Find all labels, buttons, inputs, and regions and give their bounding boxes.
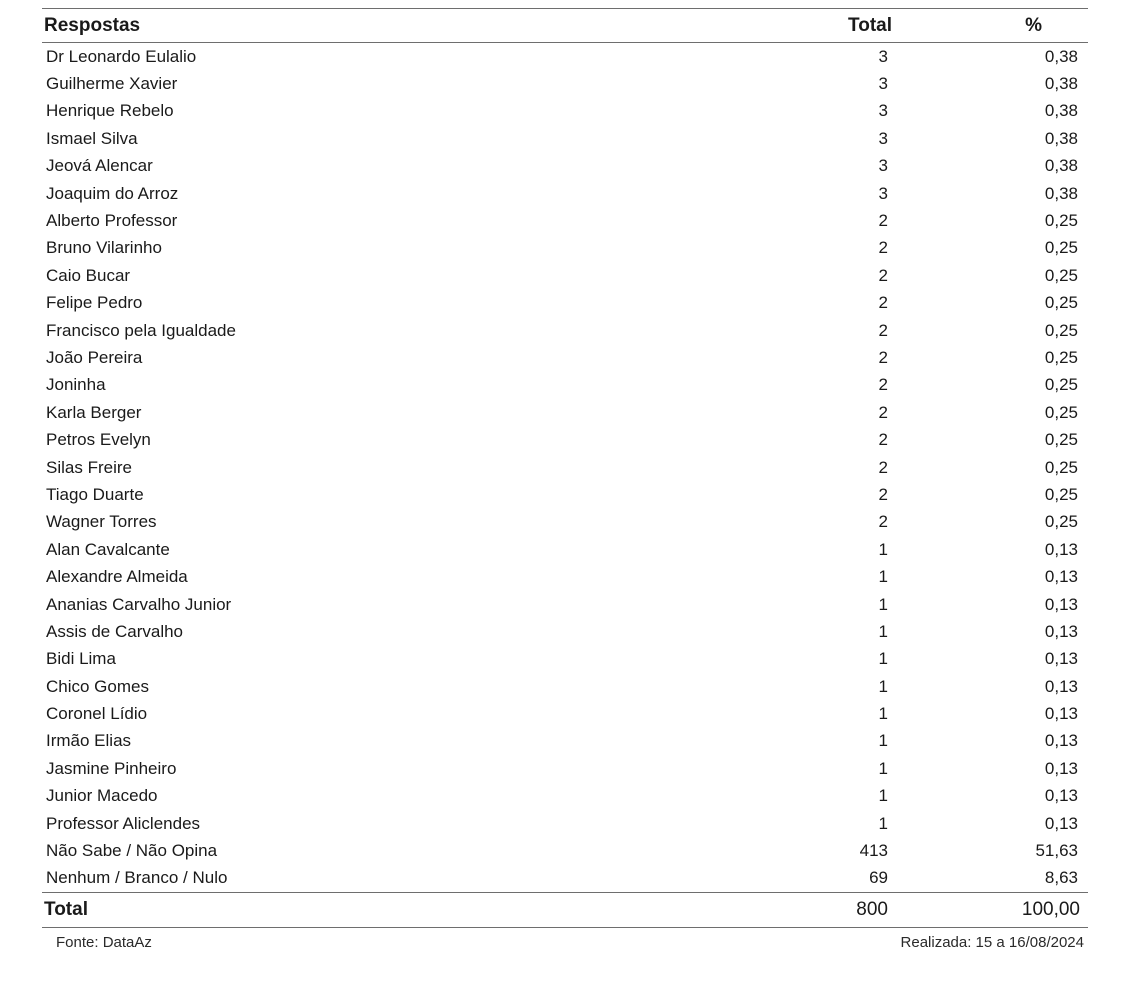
row-percent: 51,63 [1035, 841, 1078, 861]
row-percent: 0,25 [1044, 320, 1078, 340]
row-total: 2 [878, 265, 888, 285]
row-name: Karla Berger [46, 402, 142, 422]
total-row [42, 892, 1088, 928]
row-percent: 0,38 [1044, 74, 1078, 94]
row-name: Alan Cavalcante [46, 539, 170, 559]
results-table [42, 8, 1088, 956]
row-total: 1 [878, 758, 888, 778]
row-total: 2 [878, 375, 888, 395]
row-name: Não Sabe / Não Opina [46, 841, 218, 861]
table-row [42, 783, 1088, 810]
table-row [42, 399, 1088, 426]
row-percent: 0,13 [1044, 813, 1078, 833]
table-row [42, 98, 1088, 125]
row-name: Joninha [46, 375, 106, 395]
row-percent: 0,38 [1044, 156, 1078, 176]
row-total: 3 [878, 183, 888, 203]
row-total: 1 [878, 567, 888, 587]
row-total: 1 [878, 813, 888, 833]
row-name: Assis de Carvalho [46, 621, 184, 641]
row-total: 2 [878, 457, 888, 477]
row-total: 3 [878, 46, 888, 66]
table-row [42, 125, 1088, 152]
row-percent: 0,13 [1044, 594, 1078, 614]
row-total: 1 [878, 786, 888, 806]
source-note: Fonte: DataAz [56, 933, 152, 951]
row-name: Henrique Rebelo [46, 101, 174, 121]
table-row [42, 262, 1088, 289]
row-percent: 0,25 [1044, 293, 1078, 313]
row-name: Bidi Lima [46, 649, 116, 669]
table-row [42, 43, 1088, 70]
row-name: Guilherme Xavier [46, 74, 178, 94]
row-total: 1 [878, 649, 888, 669]
row-name: Felipe Pedro [46, 293, 143, 313]
row-total: 1 [878, 731, 888, 751]
table-row [42, 536, 1088, 563]
row-total: 3 [878, 128, 888, 148]
row-percent: 0,25 [1044, 484, 1078, 504]
table-row [42, 372, 1088, 399]
row-percent: 0,13 [1044, 786, 1078, 806]
row-percent: 0,38 [1044, 46, 1078, 66]
row-percent: 0,13 [1044, 676, 1078, 696]
table-row [42, 153, 1088, 180]
row-total: 2 [878, 347, 888, 367]
row-name: Jeová Alencar [46, 156, 153, 176]
table-row [42, 837, 1088, 864]
row-total: 1 [878, 539, 888, 559]
row-total: 2 [878, 238, 888, 258]
header-total: Total [848, 14, 892, 36]
table-footer [42, 928, 1088, 956]
header-answers: Respostas [44, 14, 141, 36]
table-row [42, 509, 1088, 536]
row-total: 2 [878, 512, 888, 532]
row-percent: 0,38 [1044, 183, 1078, 203]
table-header [42, 9, 1088, 43]
row-percent: 0,13 [1044, 758, 1078, 778]
row-total: 413 [859, 841, 888, 861]
row-percent: 0,13 [1044, 567, 1078, 587]
table-row [42, 317, 1088, 344]
row-total: 2 [878, 320, 888, 340]
row-total: 2 [878, 211, 888, 231]
table-row [42, 810, 1088, 837]
row-percent: 0,25 [1044, 211, 1078, 231]
table-row [42, 563, 1088, 590]
row-total: 2 [878, 484, 888, 504]
table-row [42, 426, 1088, 453]
row-percent: 0,25 [1044, 347, 1078, 367]
row-total: 3 [878, 74, 888, 94]
row-percent: 0,25 [1044, 512, 1078, 532]
table-row [42, 70, 1088, 97]
row-name: João Pereira [46, 347, 143, 367]
row-total: 1 [878, 621, 888, 641]
row-name: Professor Aliclendes [46, 813, 201, 833]
row-percent: 0,13 [1044, 621, 1078, 641]
total-count: 800 [856, 899, 888, 921]
row-total: 1 [878, 704, 888, 724]
table-row [42, 673, 1088, 700]
row-name: Coronel Lídio [46, 704, 148, 724]
table-row [42, 865, 1088, 892]
row-total: 3 [878, 156, 888, 176]
total-percent: 100,00 [1021, 899, 1080, 921]
survey-date: Realizada: 15 a 16/08/2024 [900, 933, 1084, 951]
row-total: 2 [878, 402, 888, 422]
row-total: 1 [878, 594, 888, 614]
row-name: Ananias Carvalho Junior [46, 594, 232, 614]
row-total: 1 [878, 676, 888, 696]
row-name: Wagner Torres [46, 512, 157, 532]
table-row [42, 646, 1088, 673]
row-name: Alberto Professor [46, 211, 178, 231]
table-row [42, 755, 1088, 782]
header-percent: % [1025, 14, 1042, 36]
table-row [42, 207, 1088, 234]
row-percent: 0,25 [1044, 402, 1078, 422]
row-name: Joaquim do Arroz [46, 183, 179, 203]
row-name: Chico Gomes [46, 676, 149, 696]
table-row [42, 728, 1088, 755]
row-percent: 0,38 [1044, 101, 1078, 121]
row-percent: 0,13 [1044, 731, 1078, 751]
row-percent: 0,25 [1044, 265, 1078, 285]
row-name: Alexandre Almeida [46, 567, 188, 587]
table-row [42, 481, 1088, 508]
row-percent: 0,13 [1044, 704, 1078, 724]
row-name: Ismael Silva [46, 128, 138, 148]
row-name: Francisco pela Igualdade [46, 320, 236, 340]
row-name: Caio Bucar [46, 265, 131, 285]
table-row [42, 700, 1088, 727]
row-percent: 0,25 [1044, 457, 1078, 477]
table-row [42, 180, 1088, 207]
row-percent: 0,25 [1044, 238, 1078, 258]
table-body [42, 43, 1088, 892]
row-percent: 0,38 [1044, 128, 1078, 148]
row-total: 2 [878, 430, 888, 450]
row-percent: 0,25 [1044, 430, 1078, 450]
row-name: Jasmine Pinheiro [46, 758, 177, 778]
row-percent: 0,25 [1044, 375, 1078, 395]
row-name: Tiago Duarte [46, 484, 144, 504]
row-percent: 0,13 [1044, 539, 1078, 559]
row-percent: 8,63 [1044, 868, 1078, 888]
row-percent: 0,13 [1044, 649, 1078, 669]
table-row [42, 454, 1088, 481]
row-name: Junior Macedo [46, 786, 158, 806]
row-name: Dr Leonardo Eulalio [46, 46, 197, 66]
row-name: Bruno Vilarinho [46, 238, 162, 258]
row-total: 2 [878, 293, 888, 313]
row-name: Silas Freire [46, 457, 132, 477]
table-row [42, 591, 1088, 618]
table-row [42, 344, 1088, 371]
table-row [42, 290, 1088, 317]
table-row [42, 235, 1088, 262]
row-total: 3 [878, 101, 888, 121]
row-total: 69 [869, 868, 888, 888]
total-label: Total [44, 899, 88, 921]
row-name: Petros Evelyn [46, 430, 151, 450]
row-name: Nenhum / Branco / Nulo [46, 868, 228, 888]
table-row [42, 618, 1088, 645]
row-name: Irmão Elias [46, 731, 132, 751]
